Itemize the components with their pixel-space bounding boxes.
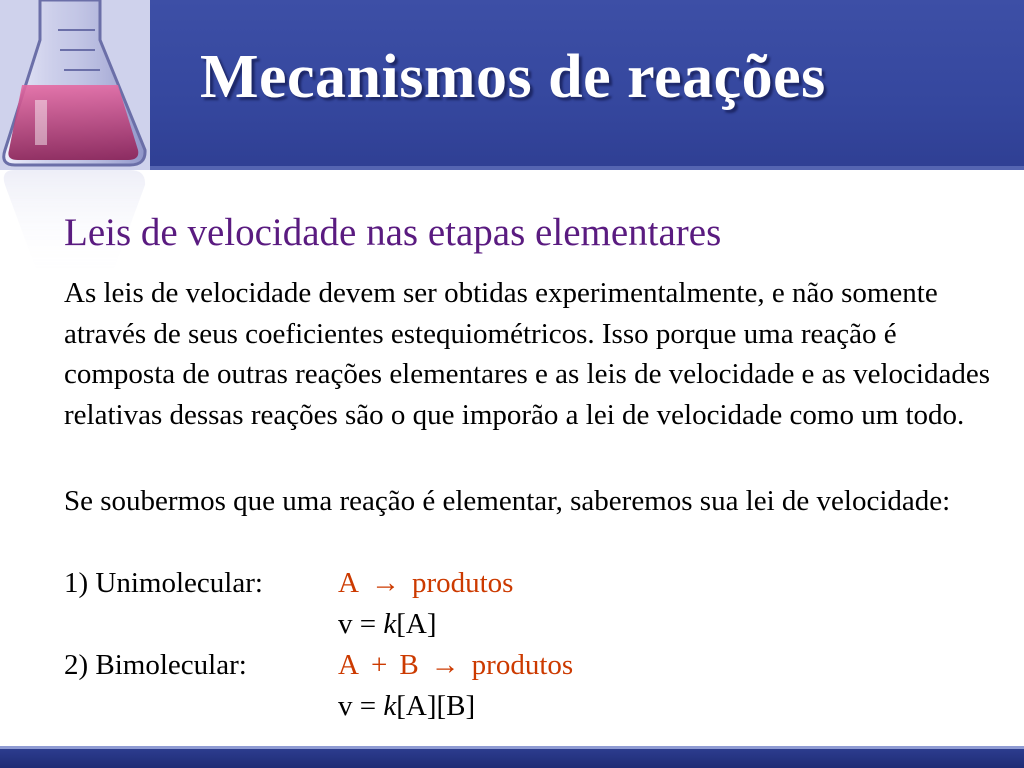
case-label-unimolecular: 1) Unimolecular: [64, 567, 263, 599]
rate-prefix: v = [338, 690, 384, 722]
reaction-unimolecular [338, 563, 513, 603]
rate-concentration: [A] [396, 608, 437, 640]
rate-law-unimolecular [338, 604, 437, 644]
case-label-bimolecular: 2) Bimolecular: [64, 649, 247, 681]
reactant-b: B [399, 649, 419, 681]
reaction-arrow: → [370, 567, 400, 599]
reaction-products: produtos [471, 649, 574, 681]
erlenmeyer-flask-icon [0, 0, 150, 170]
rate-prefix: v = [338, 608, 384, 640]
plus-sign: + [370, 649, 388, 681]
footer-band [0, 749, 1024, 768]
body-paragraph-1: As leis de velocidade devem ser obtidas experimentalmente, e não somente através de seus coeficientes estequiométricos. Isso porque uma reação é composta de outras reações elementares e as leis de velocidade e as velocidades relativas dessas reações são o que imporão a lei de velocidade como um todo. [64, 277, 990, 431]
rate-constant: k [383, 690, 397, 722]
slide-subtitle: Leis de velocidade nas etapas elementares [64, 211, 722, 254]
slide-title: Mecanismos de reações [200, 43, 826, 111]
reaction-bimolecular [338, 645, 573, 685]
reactant-a: A [338, 649, 359, 681]
reaction-arrow: → [430, 649, 460, 681]
rate-law-bimolecular [338, 686, 475, 726]
reaction-products: produtos [411, 567, 514, 599]
rate-concentration: [A][B] [396, 690, 476, 722]
body-paragraph-2: Se soubermos que uma reação é elementar, saberemos sua lei de velocidade: [64, 485, 951, 517]
reactant-a: A [338, 567, 359, 599]
rate-constant: k [383, 608, 397, 640]
